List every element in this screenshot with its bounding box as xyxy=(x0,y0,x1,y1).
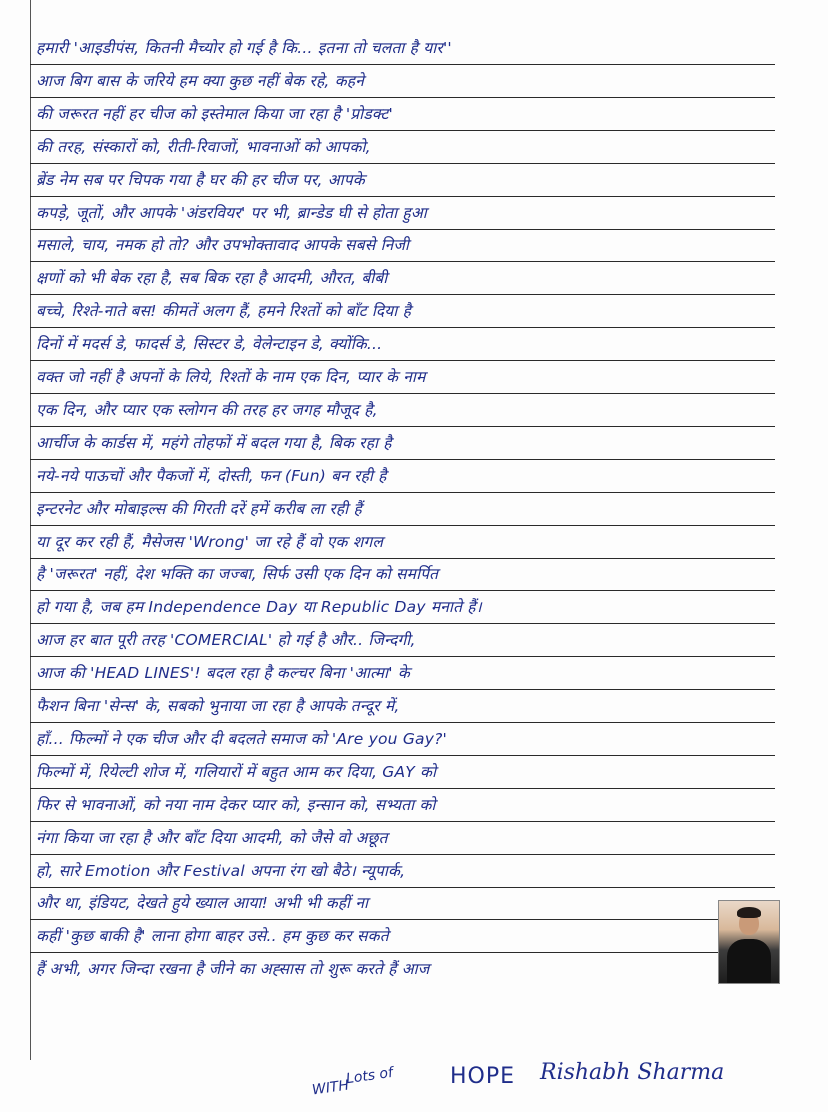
portrait-body xyxy=(727,939,771,983)
rule-line xyxy=(30,722,775,723)
rule-line xyxy=(30,492,775,493)
rule-line xyxy=(30,755,775,756)
rule-line xyxy=(30,130,775,131)
rule-line xyxy=(30,64,775,65)
text-line: आज की 'HEAD LINES'! बदल रहा है कल्चर बिना 'आत्मा' के xyxy=(36,664,410,683)
rule-line xyxy=(30,623,775,624)
portrait-photo xyxy=(718,900,780,984)
text-line: नये-नये पाऊचों और पैकजों में, दोस्ती, फन (Fun) बन रही है xyxy=(36,466,387,485)
text-line: फिर से भावनाओं, को नया नाम देकर प्यार को, इन्सान को, सभ्यता को xyxy=(36,795,436,814)
text-line: फैशन बिना 'सेन्स' के, सबको भुनाया जा रहा है आपके तन्दूर में, xyxy=(36,697,400,715)
rule-line xyxy=(30,294,775,295)
rule-line xyxy=(30,821,775,822)
rule-line xyxy=(30,393,775,394)
rule-line xyxy=(30,97,775,98)
rule-line xyxy=(30,261,775,262)
text-line: कपड़े, जूतों, और आपके 'अंडरवियर' पर भी, ब्रान्डेड घी से होता हुआ xyxy=(36,203,427,222)
text-line: नंगा किया जा रहा है और बाँट दिया आदमी, को जैसे वो अछूत xyxy=(36,828,388,847)
rule-line xyxy=(30,426,775,427)
signature-hope: HOPE xyxy=(450,1064,516,1089)
text-line: आज बिग बास के जरिये हम क्या कुछ नहीं बेक रहे, कहने xyxy=(36,71,365,90)
signature-block xyxy=(300,1058,820,1108)
rule-line xyxy=(30,689,775,690)
text-line: की जरूरत नहीं हर चीज को इस्तेमाल किया जा रहा है 'प्रोडक्ट' xyxy=(36,104,393,123)
text-line: हैं अभी, अगर जिन्दा रखना है जीने का अह्सास तो शुरू करते हैं आज xyxy=(36,960,430,979)
rule-line xyxy=(30,459,775,460)
signature-lots-of: Lots of xyxy=(345,1064,394,1088)
text-line: एक दिन, और प्यार एक स्लोगन की तरह हर जगह मौजूद है, xyxy=(36,400,378,419)
rule-line xyxy=(30,788,775,789)
rule-line xyxy=(30,196,775,197)
rule-line xyxy=(30,919,775,920)
text-line: क्षणों को भी बेक रहा है, सब बिक रहा है आदमी, औरत, बीबी xyxy=(36,269,388,288)
text-line: वक्त जो नहीं है अपनों के लिये, रिश्तों के नाम एक दिन, प्यार के नाम xyxy=(36,368,426,386)
text-line: फिल्मों में, रियेल्टी शोज में, गलियारों में बहुत आम कर दिया, GAY को xyxy=(36,762,437,781)
rule-line xyxy=(30,887,775,888)
rule-line xyxy=(30,327,775,328)
text-line: हो गया है, जब हम Independence Day या Republic Day मनाते हैं। xyxy=(36,598,482,617)
rule-line xyxy=(30,229,775,230)
text-line: आज हर बात पूरी तरह 'COMERCIAL' हो गई है और.. जिन्दगी, xyxy=(36,631,416,650)
signature-name: Rishabh Sharma xyxy=(540,1060,725,1085)
margin-line xyxy=(30,0,31,1060)
rule-line xyxy=(30,656,775,657)
rule-line xyxy=(30,952,775,953)
text-line: मसाले, चाय, नमक हो तो? और उपभोक्तावाद आपके सबसे निजी xyxy=(36,236,410,255)
text-line: है 'जरूरत' नहीं, देश भक्ति का जज्बा, सिर्फ उसी एक दिन को समर्पित xyxy=(36,565,439,584)
text-line: हो, सारे Emotion और Festival अपना रंग खो बैठे। न्यूपार्क, xyxy=(36,861,406,880)
text-line: ब्रेंड नेम सब पर चिपक गया है घर की हर चीज पर, आपके xyxy=(36,170,365,189)
rule-line xyxy=(30,360,775,361)
rule-line xyxy=(30,525,775,526)
rule-line xyxy=(30,590,775,591)
text-line: और था, इंडियट, देखते हुये ख्याल आया! अभी भी कहीं ना xyxy=(36,894,369,913)
text-line: या दूर कर रही हैं, मैसेजस 'Wrong' जा रहे हैं वो एक शगल xyxy=(36,532,384,551)
rule-line xyxy=(30,854,775,855)
rule-line xyxy=(30,163,775,164)
text-line: बच्चे, रिश्ते-नाते बस! कीमतें अलग हैं, हमने रिश्तों को बाँट दिया है xyxy=(36,302,412,321)
text-line: की तरह, संस्कारों को, रीती-रिवाजों, भावनाओं को आपको, xyxy=(36,137,371,156)
portrait-hair xyxy=(737,907,761,918)
text-line: आर्चीज के कार्डस में, महंगे तोहफों में बदल गया है, बिक रहा है xyxy=(36,433,392,452)
text-line: दिनों में मदर्स डे, फादर्स डे, सिस्टर डे, वेलेन्टाइन डे, क्योंकि... xyxy=(36,335,383,354)
text-line: हमारी 'आइडीपंस, कितनी मैच्योर हो गई है कि... इतना तो चलता है यार'' xyxy=(36,39,452,57)
rule-line xyxy=(30,558,775,559)
text-line: कहीं 'कुछ बाकी है' लाना होगा बाहर उसे.. हम कुछ कर सकते xyxy=(36,927,389,946)
text-line: इन्टरनेट और मोबाइल्स की गिरती दरें हमें करीब ला रही हैं xyxy=(36,499,362,518)
signature-with: WITH xyxy=(311,1077,350,1099)
text-line: हाँ... फिल्मों ने एक चीज और दी बदलते समाज को 'Are you Gay?' xyxy=(36,729,447,748)
